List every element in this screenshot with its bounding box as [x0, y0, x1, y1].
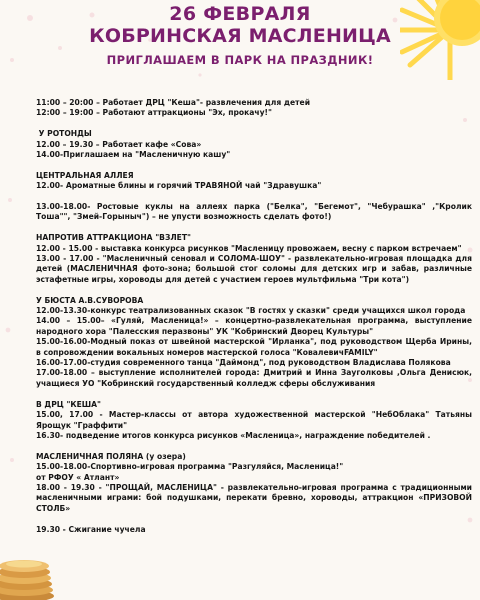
section-central-alley — [36, 171, 472, 223]
section-lake-meadow — [36, 452, 472, 535]
header — [0, 4, 480, 68]
section-heading: У РОТОНДЫ — [36, 129, 92, 139]
schedule — [36, 98, 472, 535]
schedule-line: 17.00-18.00 – выступление исполнителей города: Дмитрий и Инна Зауголковы ,Ольга Денисюк, учащиеся УО "Кобринский государственный колледж сферы обслуживания — [36, 368, 472, 388]
event-date: 26 ФЕВРАЛЯ — [169, 3, 311, 25]
section-heading: МАСЛЕНИЧНАЯ ПОЛЯНА (у озера) — [36, 451, 186, 461]
schedule-line: 13.00-18.00- Ростовые куклы на аллеях парка ("Белка", "Бегемот", "Чебурашка" ,"Кролик Тоша"", "Змей-Горыныч") – не упусти возможность сделать фото!) — [36, 202, 472, 222]
section-heading: В ДРЦ "КЕША" — [36, 399, 102, 409]
section-vzlet — [36, 233, 472, 285]
schedule-line: 15.00-16.00-Модный показ от швейной мастерской "Ирланка", под руководством Щерба Ирины, в сопровождении вокальных номеров мастерской голоса "КовалевичFAMILY" — [36, 337, 472, 357]
event-title: КОБРИНСКАЯ МАСЛЕНИЦА — [89, 25, 391, 47]
intro-line: 12:00 – 19:00 – Работают аттракционы "Эх, прокачу!" — [36, 108, 272, 118]
schedule-line: 14.00-Приглашаем на "Масленичную кашу" — [36, 150, 231, 160]
schedule-line: от РФОУ « Атлант» — [36, 472, 120, 482]
schedule-line: 14.00 – 15.00– «Гуляй, Масленица!» – концертно-развлекательная программа, выступление народного хора "Палесския перазвоны" УК "Кобринский Дворец Культуры" — [36, 316, 472, 336]
schedule-line: 13.00 - 17.00 - "Масленичный сеновал и СОЛОМА-ШОУ" - развлекательно-игровая площадка для детей (МАСЛЕНИЧНАЯ фото-зона; большой стог соломы для детских игр и забав, различные эстафетные игры, хороводы для детей с участием героев мультфильма "Три кота") — [36, 254, 472, 284]
schedule-line: 15.00-18.00-Спортивно-игровая программа "Разгуляйся, Масленица!" — [36, 462, 344, 472]
schedule-line: 16.00-17.00-студия современного танца "Даймонд", под руководством Владислава Полякова — [36, 358, 451, 368]
schedule-line: 16.30- подведение итогов конкурса рисунков «Масленица», награждение победителей . — [36, 430, 431, 440]
spacer — [36, 514, 472, 524]
schedule-line: 12.00 – 19.30 – Работает кафе «Сова» — [36, 139, 202, 149]
schedule-line: 12.00 - 15.00 - выставка конкурса рисунков "Масленицу провожаем, весну с парком встречаем" — [36, 243, 462, 253]
event-subtitle: ПРИГЛАШАЕМ В ПАРК НА ПРАЗДНИК! — [106, 53, 374, 67]
section-rotunda — [36, 129, 472, 160]
schedule-line: 12.00- Ароматные блины и горячий ТРАВЯНОЙ чай "Здравушка" — [36, 181, 322, 191]
section-kesha — [36, 400, 472, 442]
intro-line: 11:00 – 20:00 – Работает ДРЦ "Кеша"- развлечения для детей — [36, 98, 311, 107]
section-heading: У БЮСТА А.В.СУВОРОВА — [36, 295, 144, 305]
section-suvorov — [36, 296, 472, 390]
section-heading: НАПРОТИВ АТТРАКЦИОНА "ВЗЛЕТ" — [36, 233, 191, 243]
schedule-line: 15.00, 17.00 - Мастер-классы от автора художественной мастерской "НебОблака" Татьяны Ярощук "Граффити" — [36, 410, 472, 430]
spacer — [36, 192, 472, 202]
section-heading: ЦЕНТРАЛЬНАЯ АЛЛЕЯ — [36, 170, 134, 180]
pancake-stack-icon — [0, 552, 60, 600]
schedule-line: 18.00 - 19.30 - "ПРОЩАЙ, МАСЛЕНИЦА" - развлекательно-игровая программа с традиционными масленичными играми: бой подушками, перекати бревно, хороводы, аттракцион «ПРИЗОВОЙ СТОЛБ» — [36, 482, 472, 513]
schedule-line: 19.30 - Сжигание чучела — [36, 524, 146, 534]
schedule-line: 12.00-13.30-конкурс театрализованных сказок "В гостях у сказки" среди учащихся школ города — [36, 306, 466, 316]
